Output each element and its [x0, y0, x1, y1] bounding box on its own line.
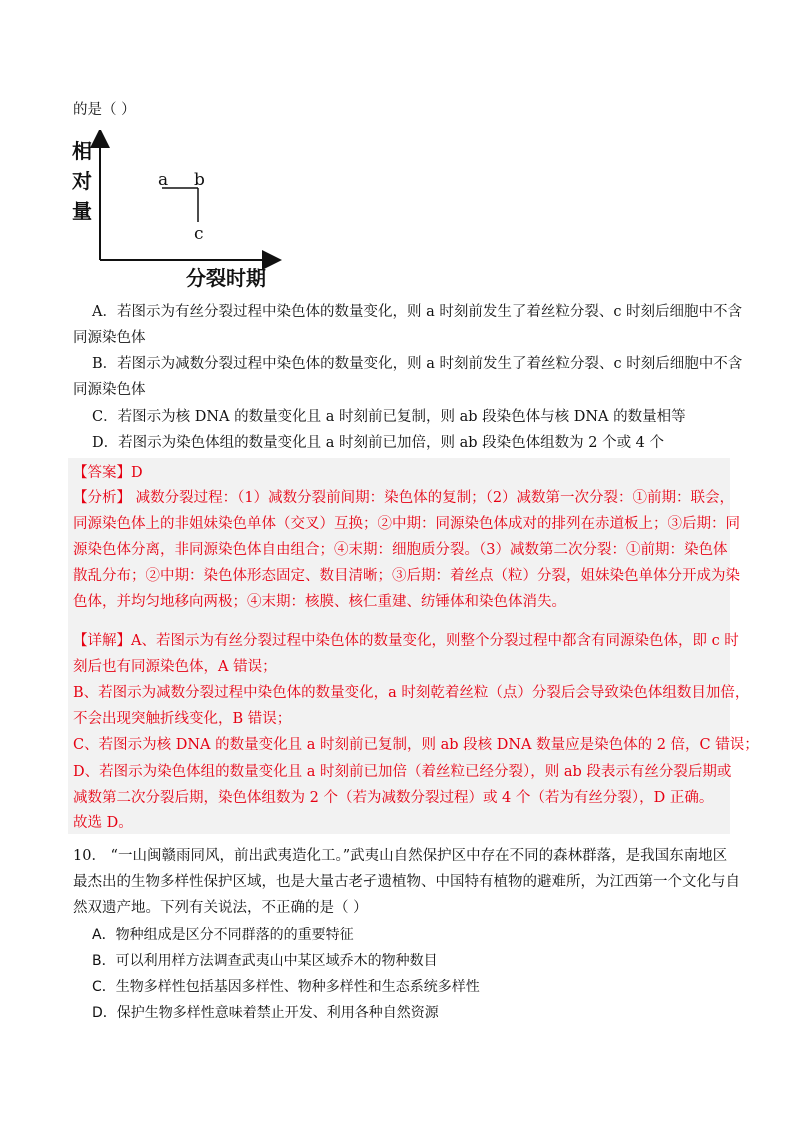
- analysis-line: 散乱分布；②中期：染色体形态固定、数目清晰；③后期：着丝点（粒）分裂，姐妹染色单体分开成为染: [73, 568, 740, 584]
- detail-line: D、若图示为染色体组的数量变化且 a 时刻前已加倍（着丝粒已经分裂），则 ab 段表示有丝分裂后期或: [73, 764, 732, 780]
- analysis-line: 色体，并均匀地移向两极；④末期：核膜、核仁重建、纺锤体和染色体消失。: [73, 594, 566, 610]
- option-b-line2: 同源染色体: [73, 382, 146, 398]
- graph-diagram: [60, 130, 300, 290]
- detail-line: B、若图示为减数分裂过程中染色体的数量变化，a 时刻乾着丝粒（点）分裂后会导致染色体组数目加倍，: [73, 685, 750, 701]
- point-label-a: a: [158, 170, 169, 190]
- option-c: C．若图示为核 DNA 的数量变化且 a 时刻前已复制，则 ab 段染色体与核 DNA 的数量相等: [92, 409, 686, 425]
- option-a-line1: A．若图示为有丝分裂过程中染色体的数量变化，则 a 时刻前发生了着丝粒分裂、c 时刻后细胞中不含: [92, 304, 743, 320]
- question-stem-tail: 的是（ ）: [73, 102, 136, 118]
- analysis-line: 【分析】 减数分裂过程：（1）减数分裂前间期：染色体的复制；（2）减数第一次分裂：①前期：联会，: [73, 490, 735, 506]
- option-d: D．若图示为染色体组的数量变化且 a 时刻前已加倍，则 ab 段染色体组数为 2 个或 4 个: [92, 435, 665, 451]
- question10-stem-line3: 然双遗产地。下列有关说法，不正确的是（ ）: [73, 900, 368, 916]
- question10-option-c: C．生物多样性包括基因多样性、物种多样性和生态系统多样性: [92, 979, 480, 995]
- question10-stem-line2: 最杰出的生物多样性保护区域，也是大量古老孑遗植物、中国特有植物的避难所，为江西第一个文化与自: [73, 874, 740, 890]
- detail-line: 不会出现突触折线变化，B 错误；: [73, 711, 292, 727]
- detail-line: 减数第二次分裂后期，染色体组数为 2 个（若为减数分裂过程）或 4 个（若为有丝分裂），D 正确。: [73, 790, 714, 806]
- answer-line: 【答案】D: [73, 465, 143, 481]
- x-axis-label: 分裂时期: [186, 266, 266, 290]
- question10-option-a: A．物种组成是区分不同群落的的重要特征: [92, 927, 354, 943]
- analysis-line: 源染色体分离，非同源染色体自由组合；④末期：细胞质分裂。（3）减数第二次分裂：①前期：染色体: [73, 542, 728, 558]
- analysis-line: 同源染色体上的非姐妹染色单体（交叉）互换；②中期：同源染色体成对的排列在赤道板上；③后期：同: [73, 516, 740, 532]
- point-label-b: b: [194, 170, 205, 190]
- point-label-c: c: [194, 224, 204, 244]
- detail-line: C、若图示为核 DNA 的数量变化且 a 时刻前已复制，则 ab 段核 DNA 数量应是染色体的 2 倍，C 错误；: [73, 737, 759, 753]
- question10-option-b: B．可以利用样方法调查武夷山中某区域乔木的物种数目: [92, 953, 438, 969]
- question10-stem-line1: 10． “一山闽赣雨同风，前出武夷造化工。”武夷山自然保护区中存在不同的森林群落，是我国东南地区: [73, 848, 728, 864]
- option-b-line1: B．若图示为减数分裂过程中染色体的数量变化，则 a 时刻前发生了着丝粒分裂、c 时刻后细胞中不含: [92, 356, 743, 372]
- option-a-line2: 同源染色体: [73, 330, 146, 346]
- y-axis-label: 相 对 量: [72, 139, 92, 223]
- detail-line: 刻后也有同源染色体，A 错误；: [73, 659, 277, 675]
- question10-option-d: D．保护生物多样性意味着禁止开发、利用各种自然资源: [92, 1005, 439, 1021]
- detail-line: 故选 D。: [73, 815, 133, 831]
- detail-line: 【详解】A、若图示为有丝分裂过程中染色体的数量变化，则整个分裂过程中都含有同源染色体，即 c 时: [73, 633, 739, 649]
